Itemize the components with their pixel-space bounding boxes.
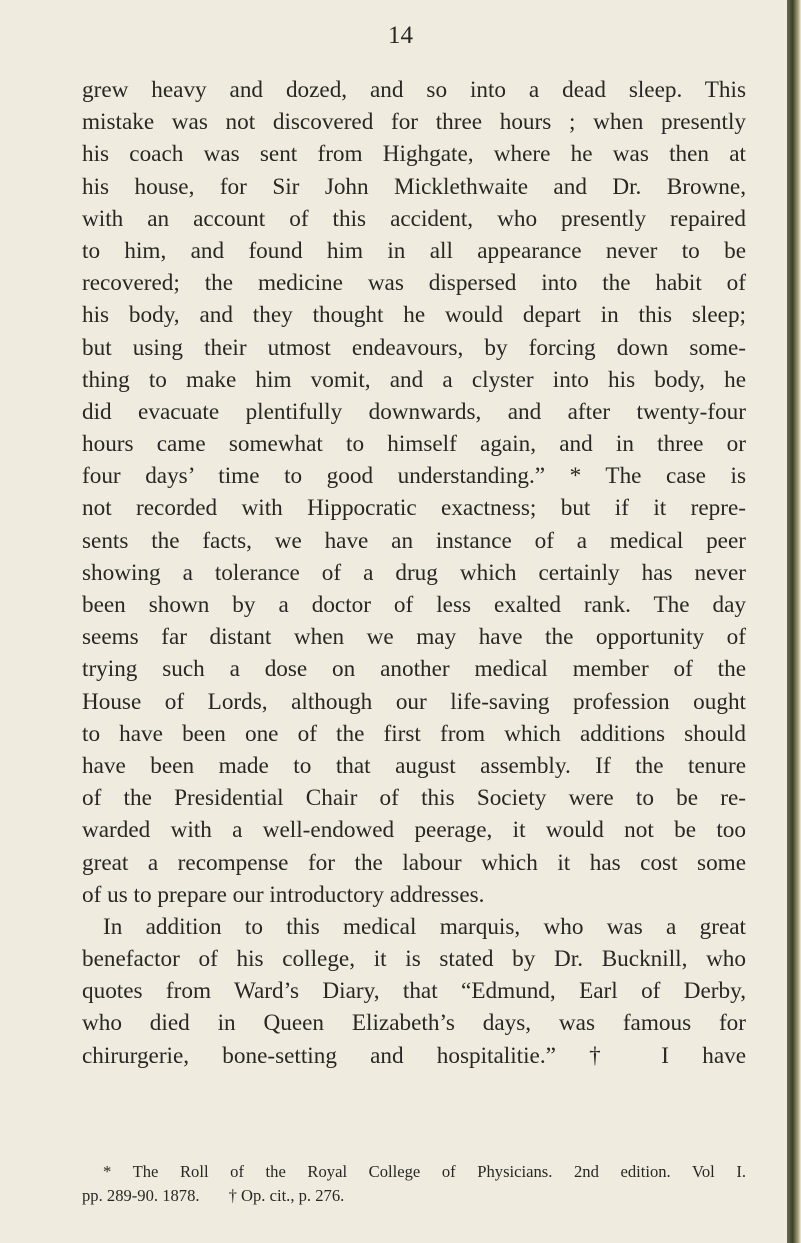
text-line: recovered; the medicine was dispersed into the habit of: [82, 270, 746, 297]
footnotes: [82, 1160, 746, 1208]
text-line: four days’ time to good understanding.” * The case is: [82, 463, 746, 490]
text-line: House of Lords, although our life-saving profession ought: [82, 688, 746, 715]
text-line: to have been one of the first from which additions should: [82, 720, 746, 747]
text-line: quotes from Ward’s Diary, that “Edmund, Earl of Derby,: [82, 978, 746, 1005]
text-line: his body, and they thought he would depart in this sleep;: [82, 302, 746, 329]
text-line: showing a tolerance of a drug which certainly has never: [82, 559, 746, 586]
text-line: hours came somewhat to himself again, and in three or: [82, 431, 746, 458]
text-line: did evacuate plentifully downwards, and after twenty-four: [82, 398, 746, 425]
footnote-line: * The Roll of the Royal College of Physicians. 2nd edition. Vol I.: [103, 1162, 746, 1181]
text-line: with an account of this accident, who presently repaired: [82, 205, 746, 232]
text-line: seems far distant when we may have the opportunity of: [82, 624, 746, 651]
text-line: but using their utmost endeavours, by forcing down some-: [82, 334, 746, 361]
text-line: grew heavy and dozed, and so into a dead sleep. This: [82, 77, 746, 103]
paragraph-end-line: of us to prepare our introductory addresses.: [82, 881, 485, 908]
page-number: 14: [388, 22, 413, 49]
text-line: benefactor of his college, it is stated by Dr. Bucknill, who: [82, 946, 746, 973]
text-line: his house, for Sir John Micklethwaite and Dr. Browne,: [82, 173, 746, 200]
text-line: not recorded with Hippocratic exactness; but if it repre-: [82, 495, 746, 522]
text-line: been shown by a doctor of less exalted rank. The day: [82, 592, 746, 618]
text-line: sents the facts, we have an instance of a medical peer: [82, 527, 746, 554]
text-line: warded with a well-endowed peerage, it would not be too: [82, 817, 746, 844]
text-line: thing to make him vomit, and a clyster into his body, he: [82, 366, 746, 393]
text-line: trying such a dose on another medical member of the: [82, 656, 746, 683]
page-edge-shadow: [787, 0, 801, 1243]
text-line: great a recompense for the labour which it has cost some: [82, 849, 746, 876]
body-text: [82, 74, 746, 1072]
text-line: who died in Queen Elizabeth’s days, was famous for: [82, 1010, 746, 1037]
text-line: chirurgerie, bone-setting and hospitalitie.” † I have: [82, 1042, 746, 1069]
text-line: mistake was not discovered for three hours ; when presently: [82, 109, 746, 136]
text-line: have been made to that august assembly. If the tenure: [82, 752, 746, 779]
text-line: his coach was sent from Highgate, where he was then at: [82, 141, 746, 168]
paragraph-start-line: In addition to this medical marquis, who was a great: [103, 913, 746, 940]
text-line: of the Presidential Chair of this Society were to be re-: [82, 785, 746, 812]
footnote-line: pp. 289-90. 1878. † Op. cit., p. 276.: [82, 1186, 345, 1205]
text-line: to him, and found him in all appearance never to be: [82, 237, 746, 264]
